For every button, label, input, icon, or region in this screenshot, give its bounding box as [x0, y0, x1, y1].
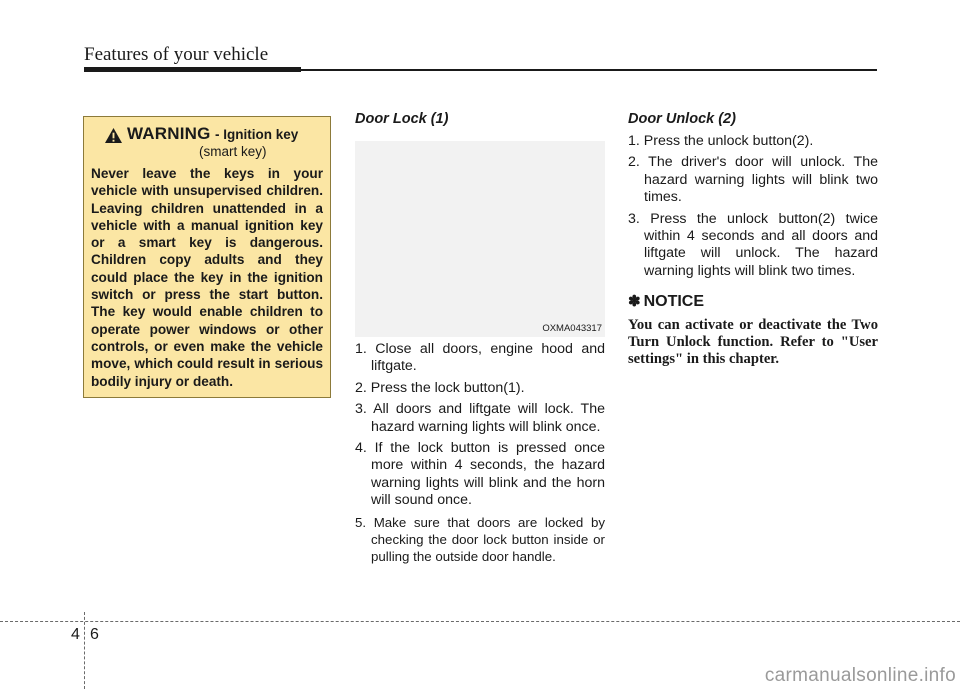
page-number: 6: [90, 626, 99, 643]
door-lock-step: 1. Close all doors, engine hood and liftgate.: [355, 341, 605, 375]
door-unlock-heading: Door Unlock (2): [628, 111, 736, 127]
figure-code: OXMA043317: [542, 323, 602, 334]
door-lock-step: 5. Make sure that doors are locked by checking the door lock button inside or pulling the outside door handle.: [355, 514, 605, 565]
door-lock-step: 3. All doors and liftgate will lock. The hazard warning lights will blink once.: [355, 401, 605, 435]
warning-label: WARNING: [127, 124, 211, 143]
door-unlock-step: 2. The driver's door will unlock. The hazard warning lights will blink two times.: [628, 154, 878, 206]
door-lock-steps: [355, 341, 605, 570]
notice-title: [628, 292, 704, 311]
chapter-number: 4: [71, 626, 80, 643]
door-unlock-steps: [628, 133, 878, 284]
notice-label: NOTICE: [643, 293, 705, 310]
warning-body: Never leave the keys in your vehicle with unsupervised children. Leaving children unattended in a vehicle with a manual ignition key or a smart key is dangerous. Children copy adults and they could place the key in the ignition switch or press the start button. The key would enable children to operate power windows or other controls, or even make the vehicle move, which could result in serious bodily injury or death.: [91, 166, 323, 389]
warning-header: [104, 125, 323, 144]
footer-separator: [84, 612, 85, 689]
door-unlock-step: 3. Press the unlock button(2) twice within 4 seconds and all doors and liftgate will unlock. The hazard warning lights will blink two times.: [628, 210, 878, 279]
notice-body: You can activate or deactivate the Two Turn Unlock function. Refer to "User settings" in this chapter.: [628, 317, 878, 367]
warning-triangle-icon: [104, 127, 123, 144]
header-rule-thin: [301, 69, 877, 71]
door-lock-heading: Door Lock (1): [355, 111, 449, 127]
warning-box: [83, 116, 331, 398]
notice-star-icon: ✽: [628, 293, 641, 310]
door-lock-step: 2. Press the lock button(1).: [355, 379, 525, 396]
warning-title: [127, 125, 298, 143]
page-header-title: Features of your vehicle: [84, 44, 269, 65]
warning-subtitle-2: (smart key): [199, 144, 267, 159]
key-fob-figure: [355, 141, 605, 337]
header-rule-thick: [84, 67, 301, 72]
door-unlock-step: 1. Press the unlock button(2).: [628, 133, 814, 149]
watermark: carmanualsonline.info: [764, 665, 956, 686]
door-lock-step: 4. If the lock button is pressed once more within 4 seconds, the hazard warning lights will blink and the horn will sound once.: [355, 440, 605, 509]
footer-rule: [0, 621, 960, 622]
warning-subtitle-1: - Ignition key: [215, 127, 299, 142]
